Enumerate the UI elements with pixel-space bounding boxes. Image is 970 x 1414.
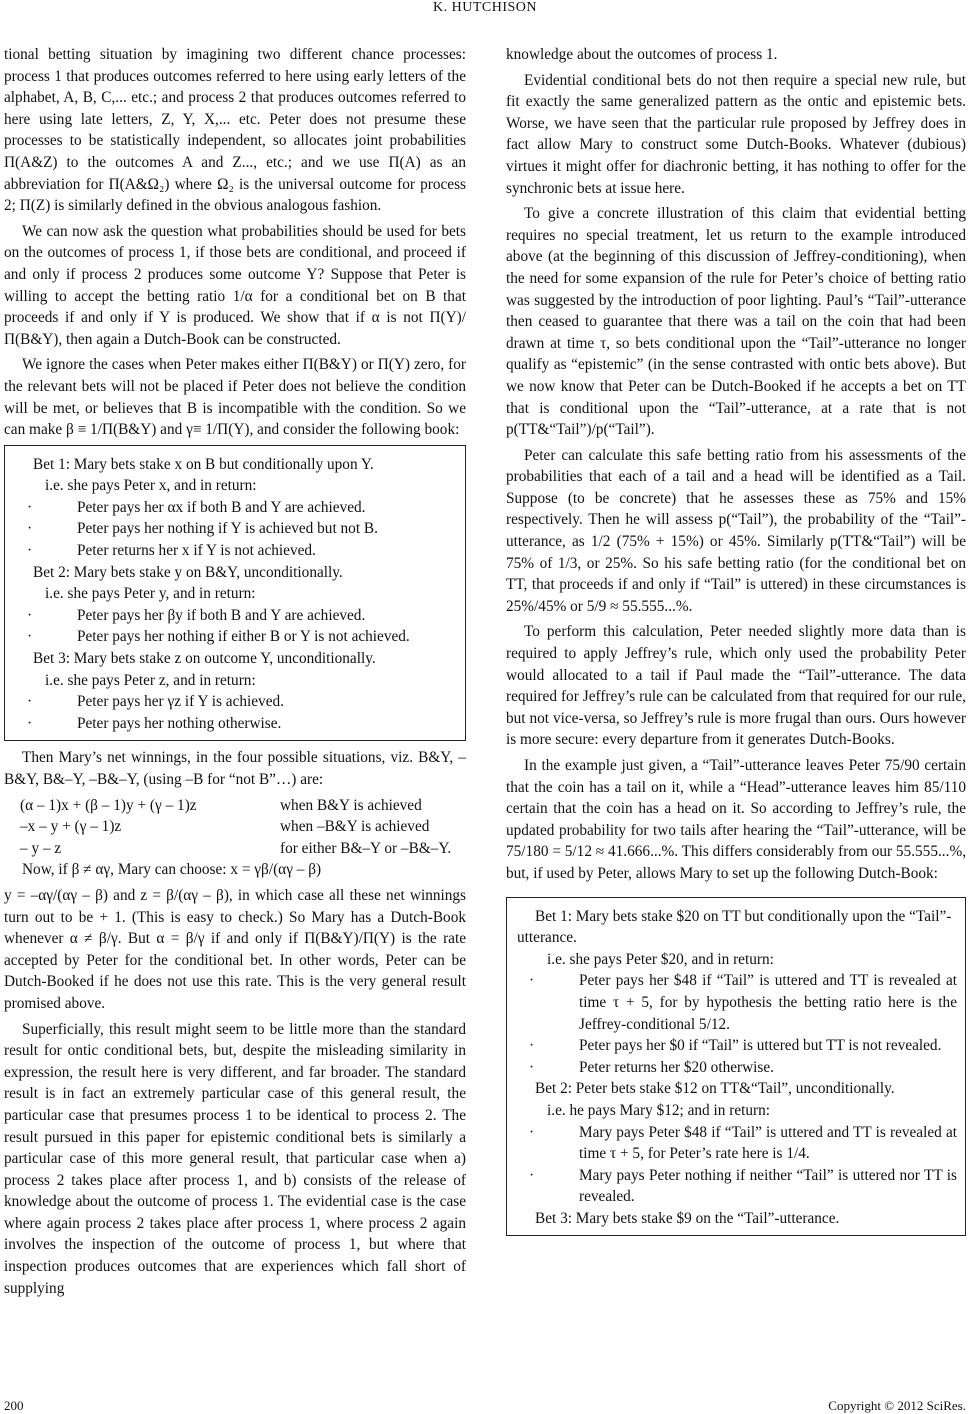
equation-row — [4, 838, 466, 860]
list-item: · Peter returns her x if Y is not achieved. — [27, 540, 457, 562]
paragraph: We can now ask the question what probabilities should be used for bets on the outcomes of process 1, if those bets are conditional, and proceed if and only if process 2 produces some outcome Y? Suppose that Peter is willing to accept the betting ratio 1/α for a conditional bet on B that proceeds if and only if Y is produced. We show that if α is not Π(Y)/Π(B&Y), then again a Dutch-Book can be constructed. — [4, 222, 466, 348]
bet-ie: i.e. she pays Peter x, and in return: — [45, 477, 257, 495]
running-head: K. HUTCHISON — [433, 0, 537, 15]
list-item: · Peter pays her γz if Y is achieved. — [27, 691, 457, 713]
paragraph: In the example just given, a “Tail”-utterance leaves Peter 75/90 certain that the coin has a tail on it, while a “Head”-utterance leaves him 85/110 certain that the coin has a head on it. So according to Jeffrey’s rule, the updated probability for two tails after hearing the “Tail”-utterance, will be 75/180 = 5/12 ≈ 41.666...%. This differs considerably from our 55.555...%, but, if used by Peter, allows Mary to set up the following Dutch-Book: — [506, 757, 967, 882]
paragraph: To give a concrete illustration of this claim that evidential betting requires no special treatment, let us return to the example introduced above (at the beginning of this discussion of Jeffrey-conditioning), when the need for some expansion of the rule for Peter’s choice of betting ratio was suggested by the introduction of poor lighting. Paul’s “Tail”-utterance then ceased to guarantee that there was a tail on the coin that had been drawn at time τ, so bets conditional upon the “Tail”-utterance no longer qualify as “epistemic” (in the sense contrasted with ontic bets above). But we now know that Peter can be Dutch-Booked if he accepts a bet on TT that is conditional upon the “Tail”-utterance, at a rate that is not p(TT&“Tail”)/p(“Tail”). — [506, 205, 966, 439]
list-item: · Peter pays her nothing if Y is achieved but not B. — [27, 518, 457, 540]
right-column — [506, 44, 966, 1242]
equation-condition: for either B&–Y or –B&–Y. — [280, 839, 452, 857]
paragraph: y = –αγ/(αγ – β) and z = β/(αγ – β), in which case all these net winnings turn out to be + 1. (This is easy to check.) So Mary has a Dutch-Book whenever α ≠ β/γ. But α = β/γ if and only if Π(B&Y)/Π(Y) is the rate accepted by Peter for the conditional bet. In other words, Peter can be Dutch-Booked if he does not use this rate. This is the very general result promised above. — [4, 886, 466, 1012]
dutch-book-box — [4, 445, 466, 742]
equation-row — [4, 816, 466, 838]
left-column — [4, 44, 466, 1303]
bet-heading: Bet 3: Mary bets stake $9 on the “Tail”-utterance. — [535, 1209, 840, 1227]
bet-heading: Bet 1: Mary bets stake $20 on TT but conditionally upon the “Tail”-utterance. — [517, 907, 952, 947]
copyright-notice: Copyright © 2012 SciRes. — [828, 1398, 966, 1413]
paragraph: To perform this calculation, Peter needed slightly more data than is required to apply Jeffrey’s rule, which only used the probability Peter would allocated to a tail if Paul made the “Tail”-utterance. The data required for Jeffrey’s rule can be calculated from that required for our rule, but not vice-versa, so Jeffrey’s rule is more frugal than ours. Ours however is more secure: every departure from it generates Dutch-Books. — [506, 623, 966, 749]
bet-ie: i.e. he pays Mary $12; and in return: — [547, 1101, 771, 1119]
equation-lhs: –x – y + (γ – 1)z — [20, 818, 122, 836]
bet-heading: Bet 2: Mary bets stake y on B&Y, unconditionally. — [33, 563, 343, 581]
list-item: · Mary pays Peter nothing if neither “Tail” is uttered nor TT is revealed. — [529, 1165, 957, 1208]
bet-heading: Bet 1: Mary bets stake x on B but conditionally upon Y. — [33, 455, 374, 473]
equation-condition: when B&Y is achieved — [280, 796, 422, 814]
paragraph: Then Mary’s net winnings, in the four possible situations, viz. B&Y, –B&Y, B&–Y, –B&–Y, (using –B for “not B”…) are: — [4, 749, 466, 788]
page-number: 200 — [4, 1398, 24, 1413]
list-item: · Peter pays her αx if both B and Y are achieved. — [27, 497, 457, 519]
list-item: · Peter pays her $0 if “Tail” is uttered but TT is not revealed. — [529, 1035, 957, 1057]
paragraph: tional betting situation by imagining two different chance processes: process 1 that produces outcomes referred to here using early letters of the alphabet, A, B, C,... etc.; and process 2 that produces outcomes referred to here using late letters, Z, Y, X,... etc. Peter does not presume these processes to be statistically independent, so allocates joint probabilities Π(A&Z) to the outcomes A and Z..., etc.; and we use Π(A) as an abbreviation for Π(A&Ω₂) where Ω₂ is the universal outcome for process 2; Π(Z) is similarly defined in the obvious analogous fashion. — [4, 46, 466, 215]
list-item: · Peter pays her $48 if “Tail” is uttered and TT is revealed at time τ + 5, for by hypothesis the betting ratio here is the Jeffrey-conditional 5/12. — [529, 970, 957, 1035]
dutch-book-box — [506, 897, 966, 1237]
bet-heading: Bet 3: Mary bets stake z on outcome Y, unconditionally. — [33, 650, 376, 668]
list-item: · Peter returns her $20 otherwise. — [529, 1057, 957, 1079]
bet-ie: i.e. she pays Peter z, and in return: — [45, 671, 256, 689]
paragraph: Now, if β ≠ αγ, Mary can choose: x = γβ/(αγ – β) — [22, 861, 322, 879]
paragraph: Evidential conditional bets do not then require a special new rule, but fit exactly the same generalized pattern as the ontic and epistemic bets. Worse, we have seen that the particular rule proposed by Jeffrey does in fact allow Mary to construct some Dutch-Books. Whatever (dubious) virtues it might offer for diachronic betting, it has nothing to offer for the synchronic bets at issue here. — [506, 71, 966, 197]
list-item: · Mary pays Peter $48 if “Tail” is uttered and TT is revealed at time τ + 5, for Peter’s rate here is 1/4. — [529, 1122, 957, 1165]
list-item: · Peter pays her βy if both B and Y are achieved. — [27, 605, 457, 627]
paragraph: knowledge about the outcomes of process 1. — [506, 46, 778, 63]
equation-lhs: (α – 1)x + (β – 1)y + (γ – 1)z — [20, 796, 197, 814]
bet-heading: Bet 2: Peter bets stake $12 on TT&“Tail”, unconditionally. — [535, 1080, 895, 1098]
equation-row — [4, 795, 466, 817]
list-item: · Peter pays her nothing otherwise. — [27, 713, 457, 735]
paragraph: We ignore the cases when Peter makes either Π(B&Y) or Π(Y) zero, for the relevant bets will not be placed if Peter does not believe the condition will be met, or believes that B is incompatible with the condition. So we can make β ≡ 1/Π(B&Y) and γ≡ 1/Π(Y), and consider the following book: — [4, 356, 466, 439]
list-item: · Peter pays her nothing if either B or Y is not achieved. — [27, 626, 457, 648]
paragraph: Peter can calculate this safe betting ratio from his assessments of the probabilities that each of a tail and a head will be identified as a Tail. Suppose (to be concrete) that he assesses these as 75% and 15% respectively. Then he will assess p(“Tail”), the probability of the “Tail”-utterance, as 1/2 (75% + 15%) or 45%. Similarly p(TT&“Tail”) will be 75% of 1/3, or 25%. So his safe betting ratio (for the conditional bet on TT, that proceeds if and only if “Tail” is uttered) in these circumstances is 25%/45% or 5/9 ≈ 55.555...%. — [506, 446, 966, 615]
equation-lhs: – y – z — [20, 839, 62, 857]
bet-ie: i.e. she pays Peter y, and in return: — [45, 585, 256, 603]
bet-ie: i.e. she pays Peter $20, and in return: — [547, 950, 774, 968]
paragraph: Superficially, this result might seem to be little more than the standard result for ontic conditional bets, but, despite the misleading similarity in expression, the result here is very different, and far broader. The standard result is in fact an extremely particular case of this general result, the particular case that presumes process 1 to be identical to process 2. The result pursued in this paper for epistemic conditional bets is similarly a particular case of this more general result, that particular case when a) process 2 takes place after process 1, and b) consists of the release of knowledge about the outcome of process 1. The evidential case is the case where again process 2 takes place after process 1, where process 2 again involves the inspection of the outcome of process 1, but where that inspection produces outcomes that are experiences which fall short of supplying — [4, 1020, 466, 1297]
equation-condition: when –B&Y is achieved — [280, 818, 430, 836]
